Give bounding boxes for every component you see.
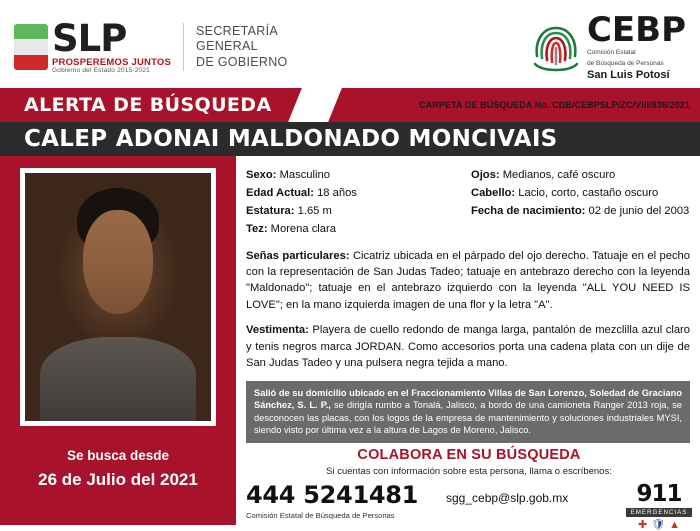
cebp-logo (533, 10, 686, 81)
fact-label: Estatura: (246, 205, 295, 218)
cebp-subtitle-1: Comisión Estatal (586, 49, 636, 57)
cebp-state-name: San Luis Potosí (586, 68, 670, 81)
missing-since-date: 26 de Julio del 2021 (38, 470, 198, 489)
fact-row (246, 184, 465, 202)
secretaria-line-1: SECRETARÍA (196, 23, 278, 38)
fact-label: Tez: (246, 223, 268, 236)
distinguishing-marks-label: Señas particulares: (246, 249, 350, 262)
person-name: CALEP ADONAI MALDONADO MONCIVAIS (24, 126, 558, 152)
fact-value: Lacio, corto, castaño oscuro (518, 187, 659, 200)
fact-value: 18 años (317, 187, 357, 200)
physical-facts (246, 166, 690, 239)
secretaria-line-3: DE GOBIERNO (196, 54, 288, 69)
circumstances-lead: Salió de su domicilio ubicado en el Fraccionamiento Villas de San Lorenzo, Soledad de Graciano Sánchez, S. L. P., (254, 387, 682, 411)
alert-title: ALERTA DE BÚSQUEDA (24, 94, 272, 116)
fact-row (471, 202, 690, 220)
secretaria-line-2: GENERAL (196, 39, 258, 54)
slp-logo-text: SLP (52, 17, 127, 60)
distinguishing-marks-text: Cicatriz ubicada en el párpado del ojo derecho. Tatuaje en el pecho con la representación de San Judas Tadeo; tatuaje en antebrazo derecho con la leyenda "Maldonado"; tatuaje en el antebrazo izquierdo con la leyenda "ALL YOU NEED IS LOVE"; en la mano izquierda imagen de una flor y la letra "A". (246, 249, 690, 311)
alert-banner (0, 88, 700, 122)
fact-label: Sexo: (246, 169, 277, 181)
fingerprint-icon (533, 22, 579, 72)
banner-slash-decoration (288, 88, 342, 122)
clothing-label: Vestimenta: (246, 324, 309, 337)
emergency-block (626, 481, 692, 531)
slp-government-line: Gobierno del Estado 2015-2021 (52, 66, 150, 74)
fact-value: Medianos, café oscuro (502, 169, 616, 181)
circumstances-text: se dirigía rumbo a Tonalá, Jalisco, a bordo de una camioneta Ranger 2013 roja, se desconocen las placas, con los logos de la empresa de mantenimiento y soluciones industriales MYSI, siendo visto por última vez a la altura de Lagos de Moreno, Jalisco. (254, 400, 682, 436)
collaborate-heading: COLABORA EN SU BÚSQUEDA (357, 447, 581, 463)
fact-label: Fecha de nacimiento: (471, 205, 586, 218)
fact-row (246, 220, 465, 238)
email-block (446, 481, 626, 505)
missing-since-block (0, 448, 236, 490)
fact-row (246, 202, 465, 220)
left-photo-column (0, 156, 236, 525)
cebp-logo-text: CEBP (586, 10, 686, 51)
phone-block (246, 481, 446, 520)
secretaria-general-block (196, 24, 288, 71)
slp-flag-icon (14, 24, 48, 70)
contact-email[interactable]: sgg_cebp@slp.gob.mx (446, 491, 569, 505)
poster-body (0, 156, 700, 531)
slp-logo (14, 17, 172, 74)
fact-value: 1.65 m (297, 205, 332, 218)
fire-flame-icon: ▲ (669, 519, 681, 531)
police-shield-icon: 🛡 (651, 519, 666, 531)
clothing-description (246, 322, 690, 371)
fact-row (246, 166, 465, 184)
photo-face-shape (83, 210, 154, 314)
emergency-icons (626, 520, 692, 531)
emergency-number: 911 (636, 481, 682, 507)
photo-frame (20, 168, 216, 426)
emergency-label: EMERGENCIAS (626, 508, 692, 517)
medical-cross-icon: ✚ (637, 519, 648, 531)
facts-left-column (246, 166, 465, 239)
missing-person-photo (25, 173, 211, 421)
clothing-text: Playera de cuello redondo de manga larga, pantalón de mezclilla azul claro y tenis negros marca JORDAN. Como accesorios porta una cadena plata con un dije de San Judas Tadeo y una pulsera negra tejida a mano. (246, 324, 691, 370)
photo-torso-shape (40, 337, 196, 421)
fact-value: 02 de junio del 2003 (588, 205, 690, 218)
poster-header (0, 0, 700, 88)
facts-right-column (465, 166, 690, 239)
missing-since-label: Se busca desde (66, 448, 170, 463)
fact-row (471, 166, 690, 184)
case-file-number: CARPETA DE BÚSQUEDA No. CDB/CEBPSLP/ZC/VIII/836/2021 (419, 100, 690, 110)
commission-name: Comisión Estatal de Búsqueda de Personas (246, 511, 395, 520)
distinguishing-marks (246, 248, 690, 314)
poster-footer (236, 443, 700, 531)
header-divider (183, 23, 184, 71)
fact-label: Cabello: (471, 187, 516, 200)
slp-tagline: PROSPEREMOS JUNTOS (52, 57, 172, 68)
contact-phone[interactable]: 444 5241481 (246, 481, 419, 509)
fact-value: Masculino (279, 169, 330, 181)
cebp-subtitle-2: de Búsqueda de Personas (586, 59, 664, 67)
person-name-bar (0, 122, 700, 156)
fact-value: Morena clara (270, 223, 336, 236)
circumstances-box (246, 381, 690, 443)
contact-instruction: Si cuentas con información sobre esta persona, llama o escríbenos: (326, 466, 612, 477)
fact-row (471, 184, 690, 202)
fact-label: Ojos: (471, 169, 500, 181)
fact-label: Edad Actual: (246, 187, 314, 200)
